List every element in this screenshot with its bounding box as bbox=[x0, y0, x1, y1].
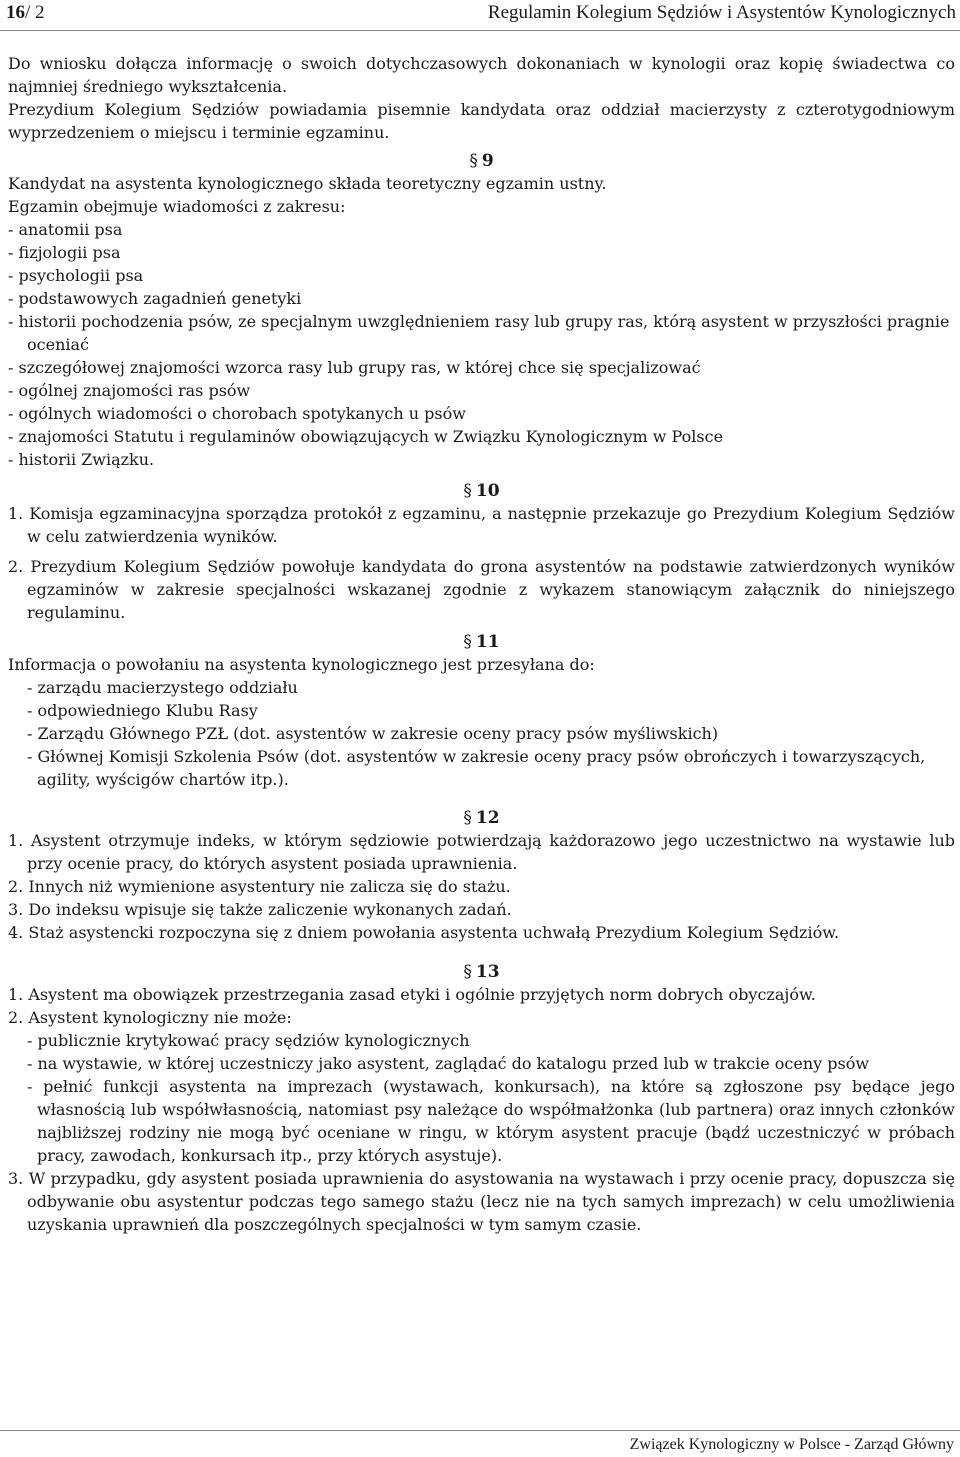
list-item: - ogólnej znajomości ras psów bbox=[8, 381, 251, 400]
list-item: - podstawowych zagadnień genetyki bbox=[8, 289, 302, 308]
section-11-heading: § 11 bbox=[463, 632, 500, 652]
numbered-item: 2. Innych niż wymienione asystentury nie zalicza się do stażu. bbox=[8, 877, 511, 896]
numbered-item: 1. Komisja egzaminacyjna sporządza protokół z egzaminu, a następnie przekazuje go Prezydium Kolegium Sędziów w celu zatwierdzenia wyników. bbox=[8, 504, 955, 546]
numbered-item: 3. W przypadku, gdy asystent posiada uprawnienia do asystowania na wystawach i przy ocenie pracy, dopuszcza się odbywanie obu asystentur podczas tego samego stażu (lecz nie na tych samych imprezach) w celu umożliwienia uzyskania uprawnień dla poszczególnych specjalności w tym samym czasie. bbox=[8, 1169, 955, 1234]
page-header bbox=[0, 0, 960, 26]
list-item: - odpowiedniego Klubu Rasy bbox=[27, 701, 258, 720]
list-item: - publicznie krytykować pracy sędziów kynologicznych bbox=[27, 1031, 470, 1050]
section-9-lead: Kandydat na asystenta kynologicznego składa teoretyczny egzamin ustny. bbox=[8, 174, 607, 193]
list-item: - historii Związku. bbox=[8, 450, 155, 469]
list-item: - znajomości Statutu i regulaminów obowiązujących w Związku Kynologicznym w Polsce bbox=[8, 427, 724, 446]
page-footer: Związek Kynologiczny w Polsce - Zarząd Główny bbox=[629, 1436, 954, 1453]
list-item: - Zarządu Głównego PZŁ (dot. asystentów w zakresie oceny pracy psów myśliwskich) bbox=[27, 724, 719, 743]
page-number: 16/ 2 bbox=[6, 2, 45, 23]
list-item: - szczegółowej znajomości wzorca rasy lub grupy ras, w której chce się specjalizować bbox=[8, 358, 701, 377]
recipient-list bbox=[8, 676, 955, 791]
numbered-item: 2. Prezydium Kolegium Sędziów powołuje kandydata do grona asystentów na podstawie zatwierdzonych wyników egzaminów w zakresie specjalności wskazanej zgodnie z wykazem stanowiącym załącznik do niniejszego regulaminu. bbox=[8, 557, 955, 622]
intro-paragraph-2: Prezydium Kolegium Sędziów powiadamia pisemnie kandydata oraz oddział macierzysty z czterotygodniowym wyprzedzeniem o miejscu i terminie egzaminu. bbox=[8, 100, 955, 142]
numbered-item: 4. Staż asystencki rozpoczyna się z dniem powołania asystenta uchwałą Prezydium Kolegium Sędziów. bbox=[8, 923, 840, 942]
numbered-item: 1. Asystent ma obowiązek przestrzegania zasad etyki i ogólnie przyjętych norm dobrych obyczajów. bbox=[8, 985, 816, 1004]
list-item: - zarządu macierzystego oddziału bbox=[27, 678, 298, 697]
list-item: - psychologii psa bbox=[8, 266, 144, 285]
list-item: - pełnić funkcji asystenta na imprezach (wystawach, konkursach), na które są zgłoszone psy będące jego własnością lub współwłasnością, natomiast psy należące do współmałżonka (lub partnera) oraz innych członków najbliższej rodziny nie mogą być oceniane w ringu, w którym asystent pracuje (bądź uczestniczyć w próbach pracy, zawodach, konkursach itp., przy których asystuje). bbox=[27, 1077, 955, 1165]
header-title: Regulamin Kolegium Sędziów i Asystentów Kynologicznych bbox=[487, 2, 956, 23]
footer-divider bbox=[0, 1430, 960, 1431]
section-12-heading: § 12 bbox=[463, 808, 500, 828]
list-item: - historii pochodzenia psów, ze specjalnym uwzględnieniem rasy lub grupy ras, którą asystent w przyszłości pragnie oceniać bbox=[8, 312, 950, 354]
list-item: - Głównej Komisji Szkolenia Psów (dot. asystentów w zakresie oceny pracy psów obrończych i towarzyszących, agility, wyścigów chartów itp.). bbox=[27, 747, 926, 789]
document-body bbox=[8, 52, 955, 1236]
section-11-lead: Informacja o powołaniu na asystenta kynologicznego jest przesyłana do: bbox=[8, 655, 595, 674]
header-divider bbox=[0, 30, 960, 31]
numbered-item: 2. Asystent kynologiczny nie może: bbox=[8, 1008, 292, 1027]
intro-paragraph-1: Do wniosku dołącza informację o swoich dotychczasowych dokonaniach w kynologii oraz kopię świadectwa co najmniej średniego wykształcenia. bbox=[8, 54, 955, 96]
numbered-item: 1. Asystent otrzymuje indeks, w którym sędziowie potwierdzają każdorazowo jego uczestnictwo na wystawie lub przy ocenie pracy, do których asystent posiada uprawnienia. bbox=[8, 831, 955, 873]
prohibition-list bbox=[8, 1029, 955, 1167]
list-item: - ogólnych wiadomości o chorobach spotykanych u psów bbox=[8, 404, 466, 423]
section-10-heading: § 10 bbox=[463, 481, 500, 501]
list-item: - na wystawie, w której uczestniczy jako asystent, zaglądać do katalogu przed lub w trakcie oceny psów bbox=[27, 1054, 870, 1073]
list-item: - fizjologii psa bbox=[8, 243, 121, 262]
numbered-item: 3. Do indeksu wpisuje się także zaliczenie wykonanych zadań. bbox=[8, 900, 512, 919]
list-item: - anatomii psa bbox=[8, 220, 123, 239]
section-9-lead-2: Egzamin obejmuje wiadomości z zakresu: bbox=[8, 197, 346, 216]
section-13-heading: § 13 bbox=[463, 962, 500, 982]
section-9-heading: § 9 bbox=[469, 151, 494, 171]
